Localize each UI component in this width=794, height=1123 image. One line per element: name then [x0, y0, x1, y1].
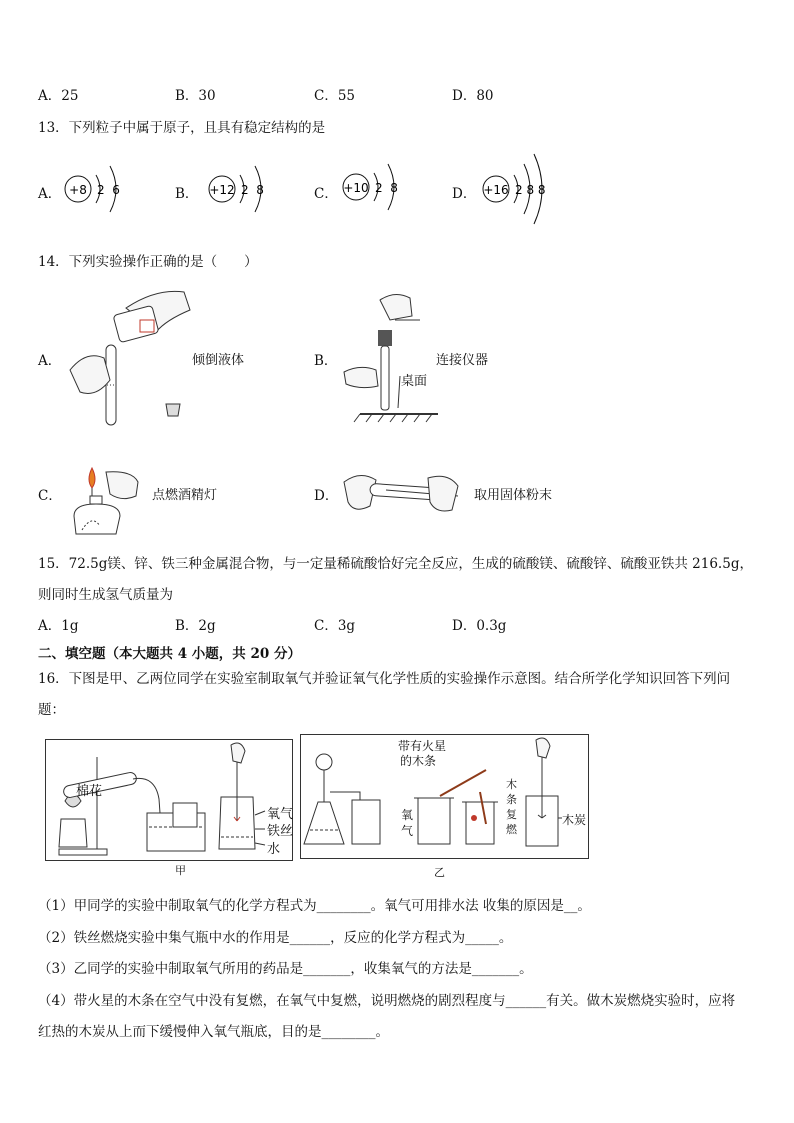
- electrons-b: 2 8: [241, 183, 264, 197]
- figure-jia-apparatus: [45, 739, 293, 861]
- electrons-c: 2 8: [375, 181, 398, 195]
- q16-stem-line1: 16．下图是甲、乙两位同学在实验室制取氧气并验证氧气化学性质的实验操作示意图。结合所学化学知识回答下列问: [38, 671, 731, 687]
- electrons-d: 2 8 8: [515, 183, 546, 197]
- nucleus-a: +8: [69, 183, 87, 197]
- q16-sub4-line1: （4）带火星的木条在空气中没有复燃，在氧气中复燃，说明燃烧的剧烈程度与______有关。做木炭燃烧实验时，应将: [38, 993, 736, 1009]
- jia-label-iron-wire: 铁丝: [267, 824, 294, 839]
- electrons-a: 2 6: [97, 183, 120, 197]
- q13-option-b-letter: B．: [175, 186, 199, 202]
- yi-label-oxygen-1: 氧: [401, 808, 414, 822]
- q13-option-a-letter: A．: [38, 186, 62, 202]
- pour-liquid-illustration: [66, 280, 196, 430]
- light-alcohol-lamp-illustration: [62, 450, 152, 540]
- yi-label-splint-2: 的木条: [400, 754, 437, 768]
- q16-sub4-line2: 红热的木炭从上而下缓慢伸入氧气瓶底，目的是________。: [38, 1024, 389, 1040]
- section-title: 二、填空题（本大题共 4 小题，共 20 分）: [38, 646, 301, 662]
- take-solid-powder-illustration: [340, 466, 464, 524]
- yi-label-charcoal: 木炭: [562, 813, 587, 827]
- figure-yi-caption: 乙: [434, 866, 445, 879]
- q15-stem-line2: 则同时生成氢气质量为: [38, 587, 173, 603]
- q14-option-d-letter: D．: [314, 488, 339, 504]
- q14-caption-b: 连接仪器: [436, 353, 489, 368]
- q14-caption-a: 倾倒液体: [192, 353, 245, 368]
- atom-diagram-b: [200, 160, 280, 220]
- q12-option-b: B．30: [175, 88, 216, 104]
- q16-sub3: （3）乙同学的实验中制取氧气所用的药品是_______，收集氧气的方法是_______。: [38, 961, 533, 977]
- q15-option-b: B．2g: [175, 618, 216, 634]
- q14-option-b-letter: B．: [314, 353, 338, 369]
- atom-diagram-d: [476, 150, 566, 230]
- atom-diagram-c: [336, 160, 416, 220]
- q16-stem-line2: 题：: [38, 702, 65, 718]
- q12-option-a: A．25: [38, 88, 79, 104]
- q16-sub2: （2）铁丝燃烧实验中集气瓶中水的作用是______，反应的化学方程式为_____。: [38, 930, 513, 946]
- yi-label-relit-4: 燃: [506, 823, 517, 836]
- connect-apparatus-illustration: [340, 290, 440, 430]
- atom-diagram-a: [60, 160, 140, 220]
- yi-label-relit-2: 条: [506, 793, 517, 806]
- nucleus-b: +12: [209, 183, 235, 197]
- q15-option-a: A．1g: [38, 618, 79, 634]
- q14-option-a-letter: A．: [38, 353, 62, 369]
- yi-label-oxygen-2: 气: [401, 824, 414, 838]
- q13-stem: 13．下列粒子中属于原子，且具有稳定结构的是: [38, 120, 326, 136]
- q16-sub1: （1）甲同学的实验中制取氧气的化学方程式为________。氧气可用排水法 收集的原因是__。: [38, 898, 591, 914]
- q15-option-c: C．3g: [314, 618, 356, 634]
- nucleus-c: +10: [343, 181, 369, 195]
- figure-jia-caption: 甲: [175, 864, 186, 877]
- q14-stem: 14．下列实验操作正确的是（ ）: [38, 254, 258, 270]
- q13-option-d-letter: D．: [452, 186, 477, 202]
- q12-option-d: D．80: [452, 88, 494, 104]
- yi-label-relit-1: 木: [506, 778, 517, 791]
- q14-option-c-letter: C．: [38, 488, 62, 504]
- q14-label-desk: 桌面: [401, 374, 428, 389]
- jia-label-cotton: 棉花: [76, 784, 103, 799]
- nucleus-d: +16: [483, 183, 509, 197]
- jia-label-water: 水: [267, 842, 281, 857]
- q12-option-c: C．55: [314, 88, 356, 104]
- q14-caption-c: 点燃酒精灯: [152, 488, 218, 503]
- yi-label-splint-1: 带有火星: [398, 739, 447, 753]
- q15-option-d: D．0.3g: [452, 618, 507, 634]
- q14-caption-d: 取用固体粉末: [474, 488, 553, 503]
- yi-label-relit-3: 复: [506, 808, 517, 821]
- q13-option-c-letter: C．: [314, 186, 338, 202]
- q15-stem-line1: 15．72.5g镁、锌、铁三种金属混合物，与一定量稀硫酸恰好完全反应，生成的硫酸镁、硫酸锌、硫酸亚铁共 216.5g，: [38, 556, 753, 572]
- jia-label-oxygen: 氧气: [267, 807, 294, 822]
